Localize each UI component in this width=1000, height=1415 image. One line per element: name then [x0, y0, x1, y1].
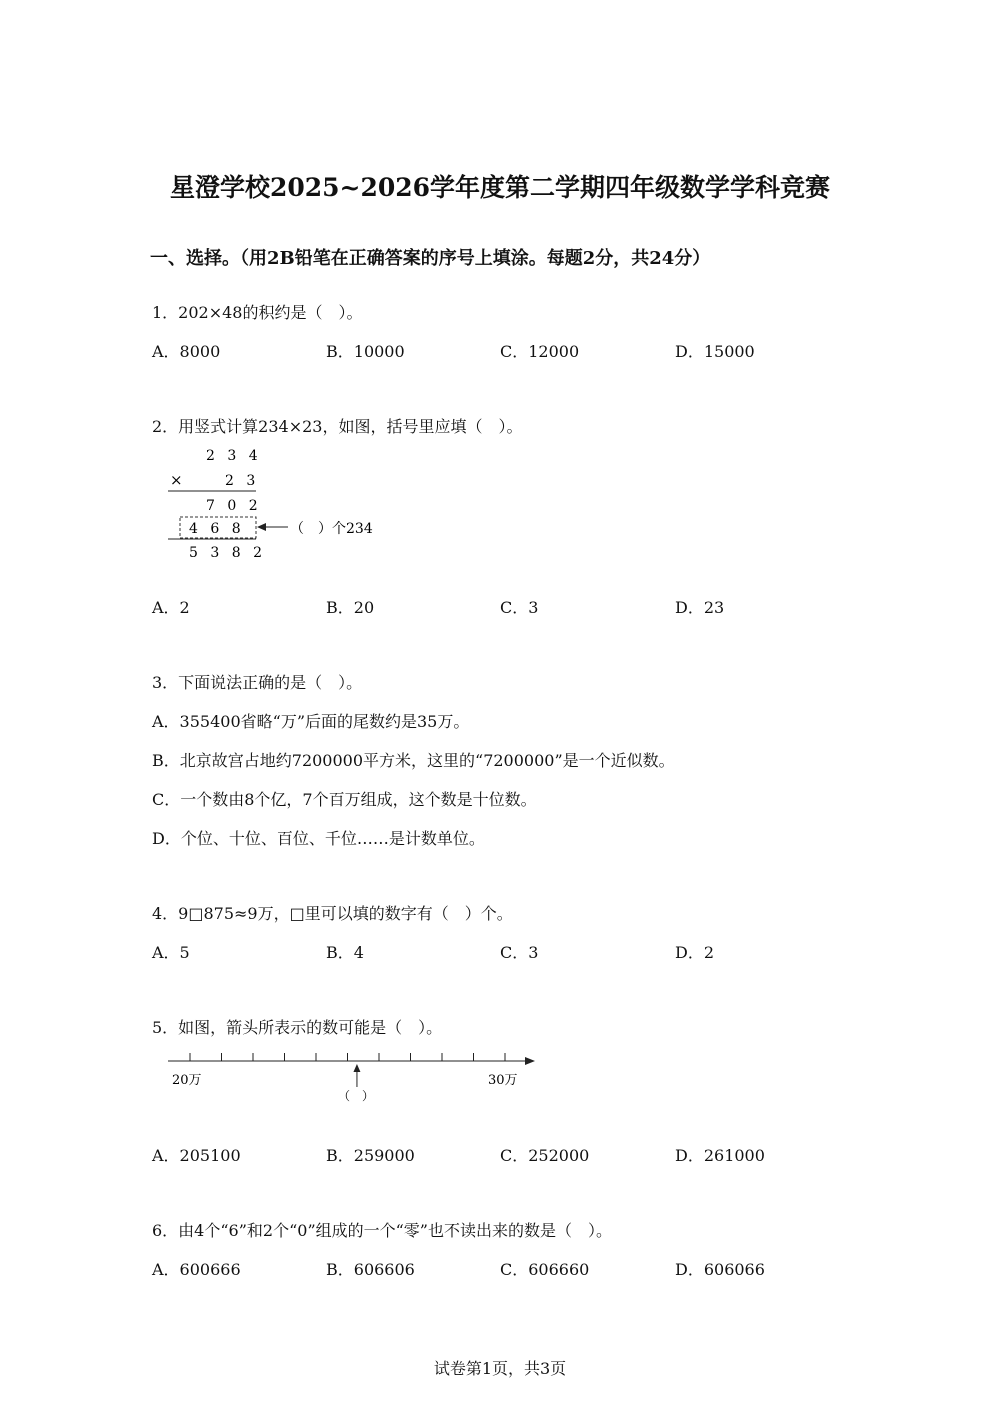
question-2-option-c[interactable]: C．3	[500, 598, 539, 617]
arrow-answer-label: （ ）	[338, 1089, 375, 1103]
question-3-option-a[interactable]: A．355400省略“万”后面的尾数约是35万。	[152, 712, 470, 731]
page-footer: 试卷第1页，共3页	[433, 1359, 567, 1378]
exam-title: 星澄学校2025~2026学年度第二学期四年级数学学科竞赛	[169, 173, 831, 202]
question-6-option-b[interactable]: B．606606	[326, 1260, 415, 1279]
question-4-option-a[interactable]: A．5	[152, 943, 190, 962]
question-1-option-a[interactable]: A．8000	[152, 342, 221, 361]
partial-product-2: 4 6 8	[189, 521, 245, 537]
question-6-option-c[interactable]: C．606660	[500, 1260, 590, 1279]
question-4-stem: 4．9□875≈9万，□里可以填的数字有（ ）个。	[152, 904, 513, 923]
question-5-option-a[interactable]: A．205100	[152, 1146, 241, 1165]
question-2-option-d[interactable]: D．23	[675, 598, 725, 617]
pointer-arrow-icon	[353, 1064, 360, 1072]
question-5-option-d[interactable]: D．261000	[675, 1146, 765, 1165]
question-1-stem: 1．202×48的积约是（ ）。	[152, 303, 363, 322]
question-5-option-c[interactable]: C．252000	[500, 1146, 590, 1165]
question-4-option-d[interactable]: D．2	[675, 943, 715, 962]
number-line-left-label: 20万	[172, 1073, 202, 1088]
question-5-option-b[interactable]: B．259000	[326, 1146, 415, 1165]
question-4-option-b[interactable]: B．4	[326, 943, 364, 962]
question-1-option-c[interactable]: C．12000	[500, 342, 580, 361]
vertical-multiplication-figure	[160, 440, 400, 570]
question-1-option-b[interactable]: B．10000	[326, 342, 405, 361]
question-6-stem: 6．由4个“6”和2个“0”组成的一个“零”也不读出来的数是（ ）。	[152, 1221, 612, 1240]
question-4-option-c[interactable]: C．3	[500, 943, 539, 962]
question-2-option-a[interactable]: A．2	[152, 598, 190, 617]
section-heading: 一、选择。（用2B铅笔在正确答案的序号上填涂。每题2分，共24分）	[150, 248, 711, 269]
question-1-option-d[interactable]: D．15000	[675, 342, 755, 361]
question-3-option-d[interactable]: D．个位、十位、百位、千位……是计数单位。	[152, 829, 485, 848]
multiplicand-row: 2 3 4	[206, 448, 262, 464]
question-3-option-c[interactable]: C．一个数由8个亿，7个百万组成，这个数是十位数。	[152, 790, 537, 809]
number-line-arrowhead-icon	[525, 1057, 535, 1065]
partial-product-note: （ ）个234	[290, 521, 373, 537]
number-line-figure	[160, 1040, 550, 1110]
number-line-right-label: 30万	[488, 1073, 518, 1088]
number-line	[168, 1053, 535, 1087]
question-2-stem: 2．用竖式计算234×23，如图，括号里应填（ ）。	[152, 417, 523, 436]
question-2-option-b[interactable]: B．20	[326, 598, 375, 617]
question-3-option-b[interactable]: B．北京故宫占地约7200000平方米，这里的“7200000”是一个近似数。	[152, 751, 675, 770]
times-sign: ×	[170, 471, 183, 489]
question-6-option-d[interactable]: D．606066	[675, 1260, 765, 1279]
question-6-option-a[interactable]: A．600666	[152, 1260, 241, 1279]
arrow-head-icon	[257, 523, 266, 531]
question-5-stem: 5．如图，箭头所表示的数可能是（ ）。	[152, 1018, 443, 1037]
question-3-stem: 3．下面说法正确的是（ ）。	[152, 673, 363, 692]
partial-product-1: 7 0 2	[206, 498, 262, 514]
product-row: 5 3 8 2	[189, 545, 266, 561]
multiplier-row: 2 3	[225, 473, 260, 489]
